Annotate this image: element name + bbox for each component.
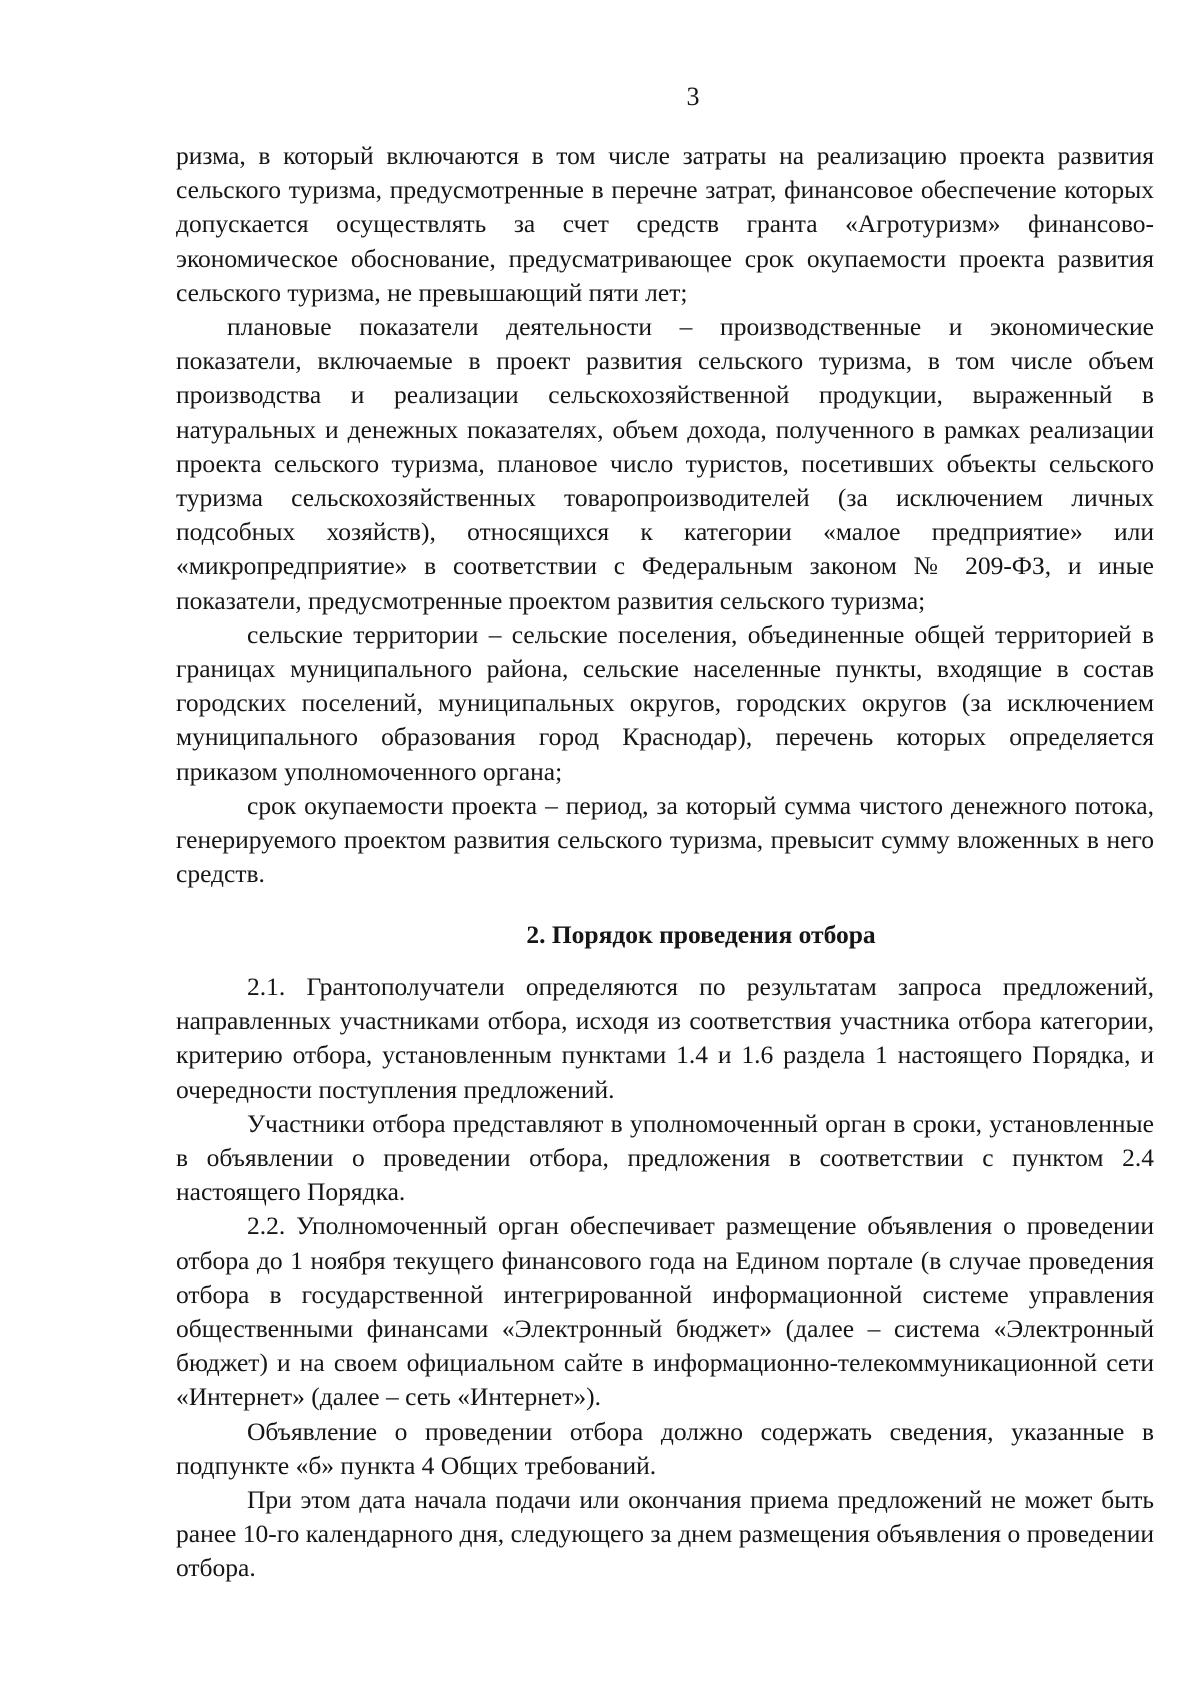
paragraph-submission-dates: При этом дата начала подачи или окончания приема предложений не может быть ранее 10-го календарного дня, следующего за днем размещения объявления о проведении отбора. [176, 1485, 1154, 1583]
paragraph-planned-indicators: плановые показатели деятельности – производственные и экономические показатели, включаемые в проект развития сельского туризма, в том числе объем производства и реализации сельскохозяйственной продукции, выраженный в натуральных и денежных показателях, объем дохода, полученного в рамках реализации проекта сельского туризма, плановое число туристов, посетивших объекты сельского туризма сельскохозяйственных товаропроизводителей (за исключением личных подсобных хозяйств), относящихся к категории «малое предприятие» или «микропредприятие» в соответствии с Федеральным законом № 209-ФЗ, и иные показатели, предусмотренные проектом развития сельского туризма; [176, 312, 1154, 615]
paragraph-participants: Участники отбора представляют в уполномоченный орган в сроки, установленные в объявлении о проведении отбора, предложения в соответствии с пунктом 2.4 настоящего Порядка. [176, 1108, 1154, 1207]
definitions-block [176, 139, 1154, 891]
paragraph-2-2: 2.2. Уполномоченный орган обеспечивает размещение объявления о проведении отбора до 1 ноября текущего финансового года на Едином портале (в случае проведения отбора в государственной интегрированной информационной системе управления общественными финансами «Электронный бюджет» (далее – система «Электронный бюджет) и на своем официальном сайте в информационно-телекоммуникационной сети «Интернет» (далее – сеть «Интернет»). [176, 1211, 1154, 1412]
paragraph-rural-territories: сельские территории – сельские поселения, объединенные общей территорией в границах муниципального района, сельские населенные пункты, входящие в состав городских поселений, муниципальных округов, городских округов (за исключением муниципального образования город Краснодар), перечень которых определяется приказом уполномоченного органа; [176, 619, 1154, 786]
paragraph-2-1: 2.1. Грантополучатели определяются по результатам запроса предложений, направленных участниками отбора, исходя из соответствия участника отбора категории, критерию отбора, установленным пунктами 1.4 и 1.6 раздела 1 настоящего Порядка, и очередности поступления предложений. [176, 972, 1154, 1104]
section-heading: 2. Порядок проведения отбора [526, 920, 876, 949]
page-number: 3 [686, 82, 700, 111]
paragraph-announcement-content: Объявление о проведении отбора должно содержать сведения, указанные в подпункте «б» пункта 4 Общих требований. [176, 1416, 1154, 1480]
selection-procedure-block [176, 970, 1154, 1586]
paragraph-continuation: ризма, в который включаются в том числе затраты на реализацию проекта развития сельского туризма, предусмотренные в перечне затрат, финансовое обеспечение которых допускается осуществлять за счет средств гранта «Агротуризм» финансово-экономическое обоснование, предусматривающее срок окупаемости проекта развития сельского туризма, не превышающий пяти лет; [176, 141, 1154, 307]
paragraph-payback-period: срок окупаемости проекта – период, за который сумма чистого денежного потока, генерируемого проектом развития сельского туризма, превысит сумму вложенных в него средств. [176, 790, 1154, 889]
